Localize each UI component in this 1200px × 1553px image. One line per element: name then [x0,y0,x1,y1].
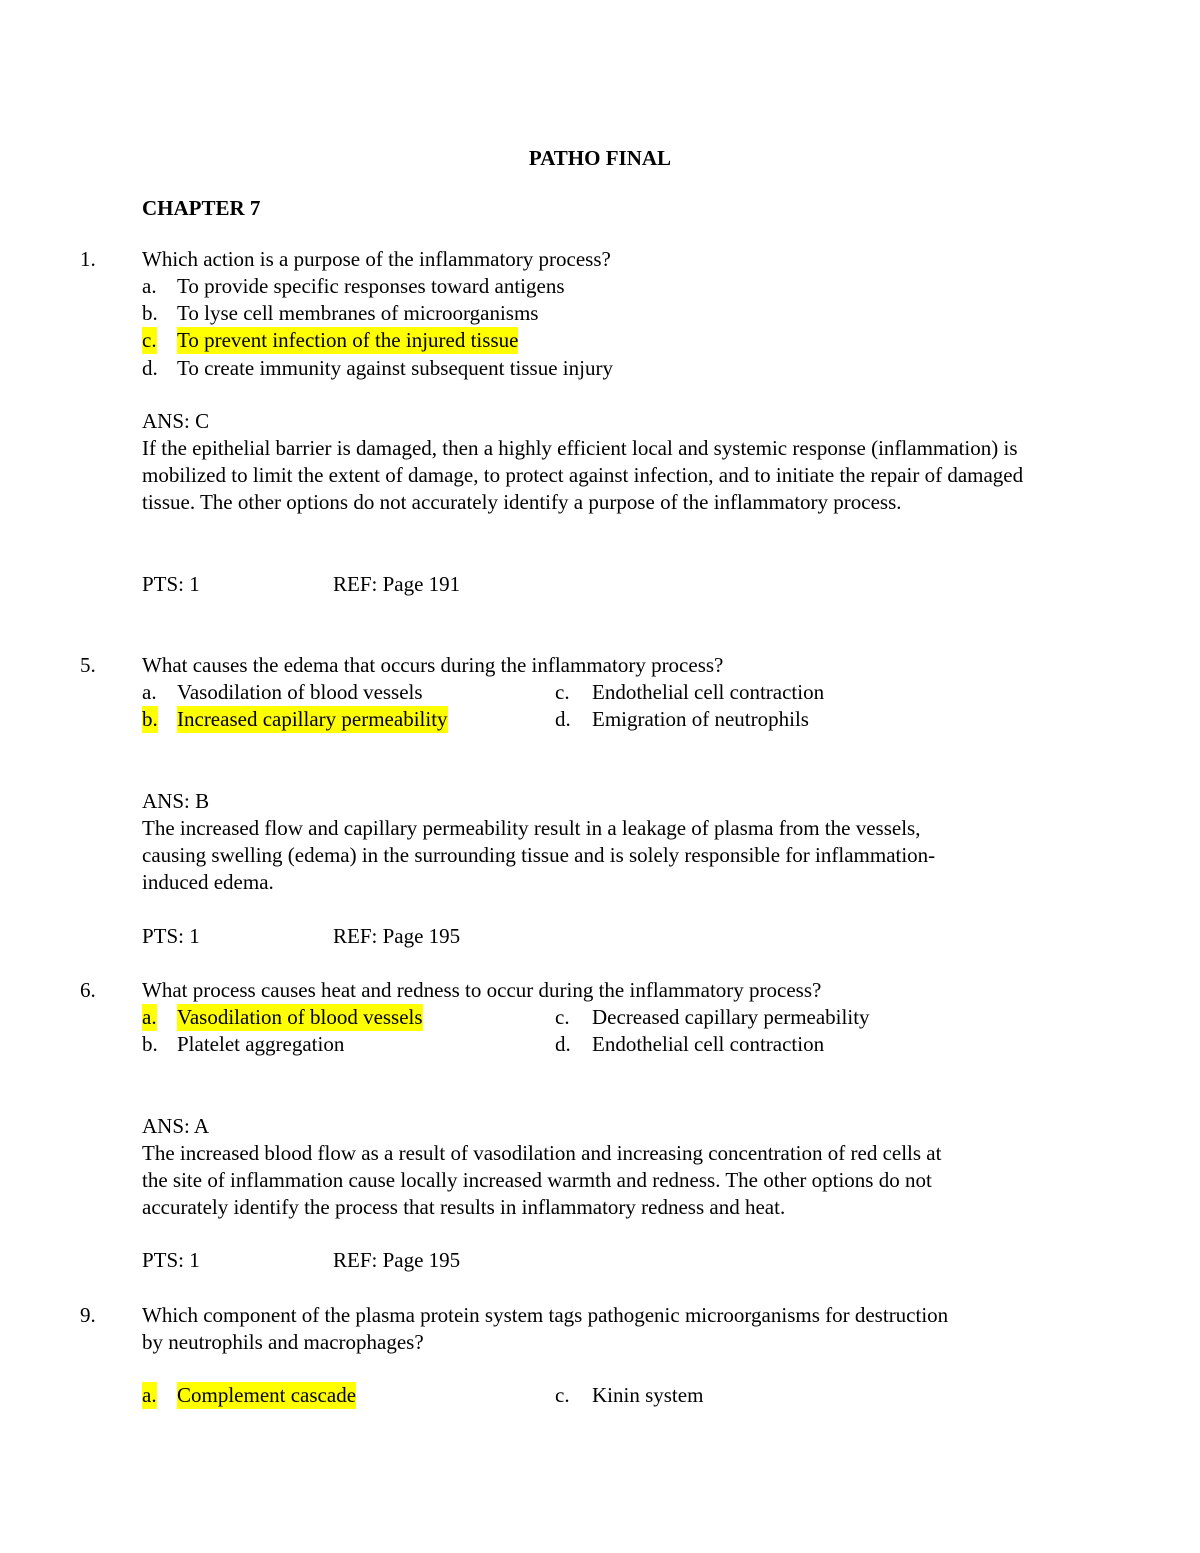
option-text: To lyse cell membranes of microorganisms [177,301,539,325]
rationale-line: The increased flow and capillary permeability result in a leakage of plasma from the vessels, [142,816,921,840]
correct-option-letter: a. [142,1005,157,1029]
question-text: What process causes heat and redness to occur during the inflammatory process? [142,978,822,1002]
option-letter: d. [555,1032,571,1056]
option-text: Kinin system [592,1383,704,1407]
question-number: 6. [80,978,96,1002]
answer-key: ANS: B [142,789,210,813]
rationale-line: accurately identify the process that results in inflammatory redness and heat. [142,1195,786,1219]
rationale-line: causing swelling (edema) in the surrounding tissue and is solely responsible for inflammation- [142,843,936,867]
page-reference: REF: Page 191 [333,572,461,596]
document-title: PATHO FINAL [528,146,672,170]
option-text: To create immunity against subsequent tissue injury [177,356,613,380]
question-text-line: by neutrophils and macrophages? [142,1330,424,1354]
option-letter: c. [555,1005,570,1029]
question-number: 1. [80,247,96,271]
page-reference: REF: Page 195 [333,1248,461,1272]
correct-option-text: Complement cascade [177,1383,357,1407]
answer-rationale: If the epithelial barrier is damaged, then a highly efficient local and systemic response (inflammation) is mobilized to limit the extent of damage, to protect against infection, and to initiate the repair of damaged tissue. The other options do not accurately identify a purpose of the inflammatory process. [142,436,1024,514]
question-text: What causes the edema that occurs during the inflammatory process? [142,653,724,677]
option-text: To provide specific responses toward antigens [177,274,565,298]
correct-option-text: To prevent infection of the injured tissue [177,328,519,352]
question-number: 5. [80,653,96,677]
page-reference: REF: Page 195 [333,924,461,948]
question-text-line: Which component of the plasma protein system tags pathogenic microorganisms for destruction [142,1303,949,1327]
rationale-line: The increased blood flow as a result of vasodilation and increasing concentration of red cells at [142,1141,942,1165]
answer-key: ANS: A [142,1114,210,1138]
rationale-line: induced edema. [142,870,274,894]
correct-option-text: Increased capillary permeability [177,707,448,731]
correct-option-letter: c. [142,328,157,352]
option-letter: a. [142,274,157,298]
option-text: Vasodilation of blood vessels [177,680,423,704]
points: PTS: 1 [142,924,200,948]
option-text: Emigration of neutrophils [592,707,809,731]
rationale-line: the site of inflammation cause locally increased warmth and redness. The other options do not [142,1168,932,1192]
question-text: Which action is a purpose of the inflammatory process? [142,247,611,271]
option-text: Decreased capillary permeability [592,1005,870,1029]
correct-option-text: Vasodilation of blood vessels [177,1005,423,1029]
points: PTS: 1 [142,572,200,596]
option-letter: b. [142,301,158,325]
option-text: Endothelial cell contraction [592,680,825,704]
correct-option-letter: b. [142,707,158,731]
option-letter: d. [142,356,158,380]
option-text: Endothelial cell contraction [592,1032,825,1056]
option-letter: b. [142,1032,158,1056]
option-letter: d. [555,707,571,731]
answer-key: ANS: C [142,409,210,433]
points: PTS: 1 [142,1248,200,1272]
option-text: Platelet aggregation [177,1032,345,1056]
option-letter: c. [555,680,570,704]
correct-option-letter: a. [142,1383,157,1407]
option-letter: a. [142,680,157,704]
question-number: 9. [80,1303,96,1327]
chapter-heading: CHAPTER 7 [142,196,261,220]
option-letter: c. [555,1383,570,1407]
